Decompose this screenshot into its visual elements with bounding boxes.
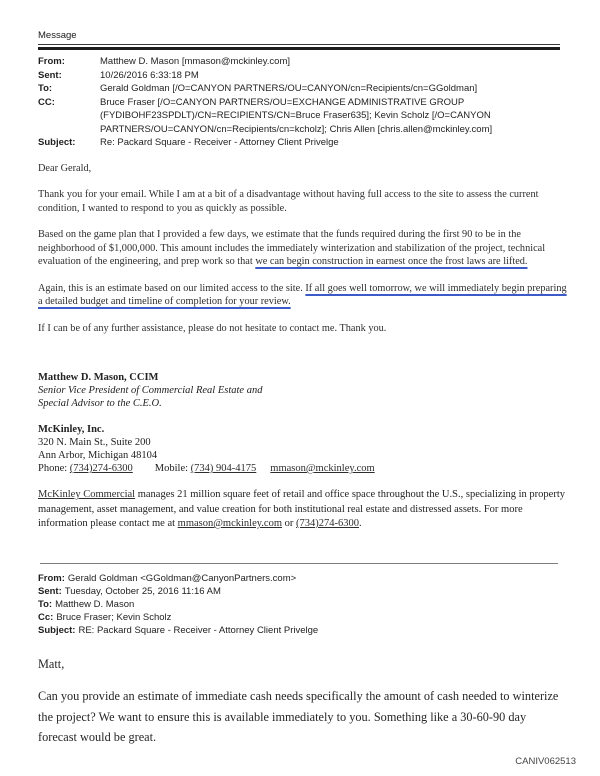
phone-link[interactable]: (734)274-6300: [69, 463, 133, 474]
paragraph-2-text: Based on the game plan that I provided a few days, we estimate that the funds required during the first 90 to be in the neighborhood of $1,000,000. This amount includes the immediately winterization and stabilization of the project, technical evaluation of the engineering, and prep work so that: [38, 229, 546, 267]
footer-email-link[interactable]: mmason@mckinley.com: [177, 518, 282, 529]
contact-row: [38, 462, 570, 475]
address-line-2: Ann Arbor, Michigan 48104: [38, 450, 158, 461]
header-row-cc: [38, 96, 570, 137]
signer-name: Matthew D. Mason, CCIM: [38, 372, 159, 383]
quoted-header-row-to: [38, 598, 570, 611]
banner-rule-thin: [38, 44, 560, 45]
header-row-from: [38, 55, 570, 69]
quoted-header-row-subject: [38, 624, 570, 637]
signature-block: [38, 371, 570, 475]
blue-underlined-passage-2: If all goes well tomorrow, we will immediately begin preparing a detailed budget and timeline of completion for your review.: [38, 282, 567, 307]
quoted-header-row-from: [38, 572, 570, 585]
quoted-header-row-cc: [38, 611, 570, 624]
footer-text-3: .: [359, 518, 362, 529]
signer-title-line-2: Special Advisor to the C.E.O.: [38, 398, 162, 409]
header-row-to: [38, 82, 570, 96]
quoted-sent-value: Tuesday, October 25, 2016 11:16 AM: [64, 585, 221, 597]
mobile-label: Mobile:: [154, 463, 191, 474]
banner-rule-thick: [38, 47, 560, 50]
bates-number: CANIV062513: [515, 756, 576, 767]
quoted-cc-label: Cc:: [38, 611, 54, 623]
subject-label: Subject:: [38, 137, 76, 148]
phone-label: Phone:: [38, 463, 70, 474]
quoted-to-value: Matthew D. Mason: [55, 598, 135, 610]
mobile-link[interactable]: (734) 904-4175: [190, 463, 257, 474]
quoted-from-value: Gerald Goldman <GGoldman@CanyonPartners.com>: [67, 572, 297, 584]
to-label: To:: [38, 83, 53, 94]
email2-body: [38, 654, 566, 748]
from-value: Matthew D. Mason [mmason@mckinley.com]: [100, 56, 291, 67]
cc-label: CC:: [38, 96, 55, 108]
message-banner-label: Message: [38, 30, 77, 41]
email2-header: [38, 572, 570, 637]
body-paragraph-3: [38, 282, 570, 309]
email-link[interactable]: mmason@mckinley.com: [270, 463, 375, 474]
footer-text-1: manages 21 million square feet of retail and office space throughout the U.S., specializing in property management, asset management, and value creation for both institutional real estate and distressed assets. For more information please contact me at: [38, 489, 565, 529]
quoted-subject-label: Subject:: [38, 624, 76, 636]
to-value: Gerald Goldman [/O=CANYON PARTNERS/OU=CANYON/cn=Recipients/cn=GGoldman]: [100, 83, 478, 94]
blue-underlined-passage-1: we can begin construction in earnest once the frost laws are lifted.: [255, 256, 528, 267]
quoted-cc-value: Bruce Fraser; Kevin Scholz: [56, 611, 172, 623]
footer-text-2: or: [282, 518, 296, 529]
sent-label: Sent:: [38, 69, 62, 81]
company-footer-paragraph: [38, 488, 570, 532]
from-label: From:: [38, 56, 65, 67]
quoted-subject-value: RE: Packard Square - Receiver - Attorney Client Privelge: [78, 624, 319, 636]
subject-value: Re: Packard Square - Receiver - Attorney Client Privelge: [100, 137, 339, 148]
quoted-to-label: To:: [38, 598, 53, 610]
header-row-sent: [38, 69, 570, 83]
salutation: Dear Gerald,: [38, 162, 92, 174]
quoted-body-paragraph: Can you provide an estimate of immediate cash needs specifically the amount of cash needed to winterize the project? We want to ensure this is available immediately to you. Something like a 30-60-90 day forecast would be great.: [38, 689, 559, 744]
address-line-1: 320 N. Main St., Suite 200: [38, 437, 151, 448]
quoted-email-divider: [40, 563, 558, 564]
quoted-header-row-sent: [38, 585, 570, 598]
body-paragraph-4: If I can be of any further assistance, please do not hesitate to contact me. Thank you.: [38, 322, 387, 334]
quoted-from-label: From:: [38, 572, 65, 584]
signer-title-line-1: Senior Vice President of Commercial Real Estate and: [38, 385, 263, 396]
body-paragraph-1: Thank you for your email. While I am at a bit of a disadvantage without having full access to the site to assess the current condition, I wanted to respond to you as quickly as possible.: [38, 189, 539, 214]
mckinley-commercial-link[interactable]: McKinley Commercial: [38, 489, 136, 500]
body-paragraph-2: [38, 228, 570, 269]
company-name: McKinley, Inc.: [38, 424, 105, 435]
quoted-sent-label: Sent:: [38, 585, 62, 597]
email1-header: [38, 55, 570, 150]
sent-value: 10/26/2016 6:33:18 PM: [100, 69, 199, 81]
quoted-salutation: Matt,: [38, 656, 65, 671]
header-row-subject: [38, 136, 570, 150]
email1-body: [38, 162, 570, 336]
cc-value: Bruce Fraser [/O=CANYON PARTNERS/OU=EXCHANGE ADMINISTRATIVE GROUP (FYDIBOHF23SPDLT)/CN=RECIPIENTS/CN=Bruce Fraser635]; Kevin Scholz [/O=CANYON PARTNERS/OU=CANYON/cn=Recipients/cn=kcholz]; Chris Allen [chris.allen@mckinley.com]: [100, 96, 493, 135]
paragraph-3-text: Again, this is an estimate based on our limited access to the site.: [38, 282, 306, 294]
footer-phone-link[interactable]: (734)274-6300: [296, 518, 359, 529]
